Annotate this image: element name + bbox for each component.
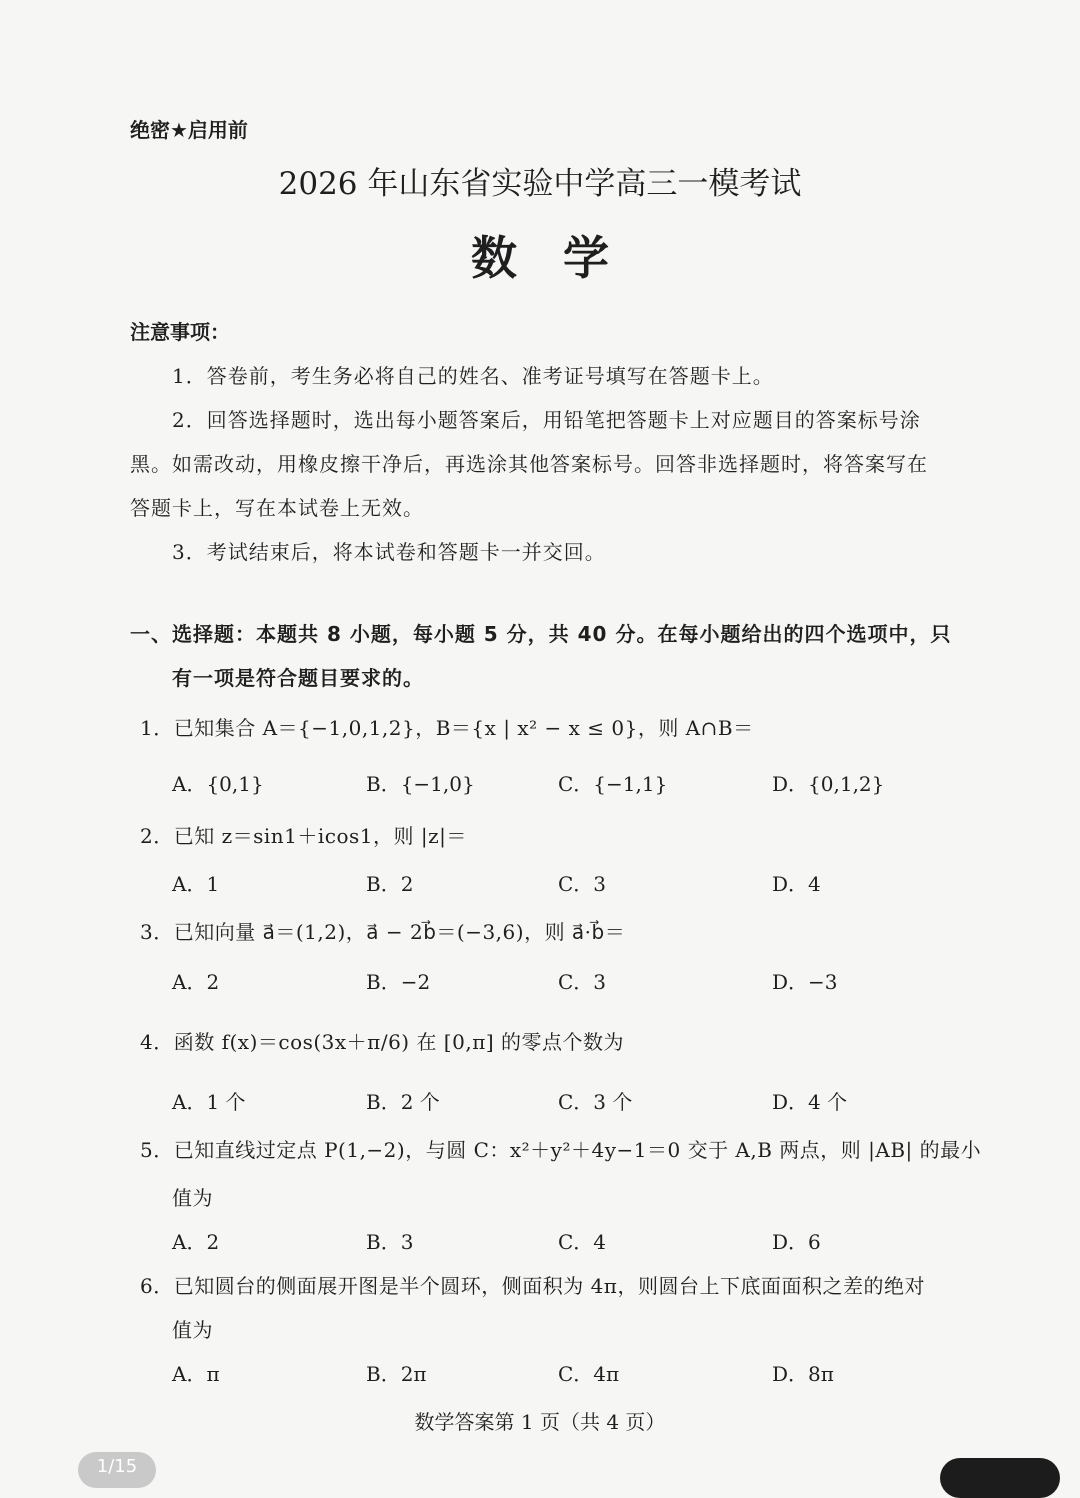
section-heading: 有一项是符合题目要求的。 <box>172 666 424 690</box>
question-stem: 3．已知向量 a⃗＝(1,2)，a⃗ − 2b⃗＝(−3,6)，则 a⃗·b⃗＝ <box>140 920 626 944</box>
option-d: D．6 <box>772 1230 821 1254</box>
notice-item: 1．答卷前，考生务必将自己的姓名、准考证号填写在答题卡上。 <box>172 364 774 388</box>
notice-title: 注意事项： <box>130 320 230 344</box>
option-b: B．−2 <box>366 970 431 994</box>
option-c: C．3 <box>558 970 607 994</box>
question-stem: 5．已知直线过定点 P(1,−2)，与圆 C：x²＋y²＋4y−1＝0 交于 A,B 两点，则 |AB| 的最小 <box>140 1138 982 1162</box>
option-a: A．1 个 <box>172 1090 246 1114</box>
floating-action-button[interactable] <box>940 1458 1060 1498</box>
option-c: C．3 个 <box>558 1090 633 1114</box>
page-footer: 数学答案第 1 页（共 4 页） <box>414 1410 666 1434</box>
option-c: C．4π <box>558 1362 620 1386</box>
page-indicator[interactable]: 1/15 <box>78 1452 156 1488</box>
notice-item: 答题卡上，写在本试卷上无效。 <box>130 496 424 520</box>
question-stem: 2．已知 z＝sin1＋icos1，则 |z|＝ <box>140 824 467 848</box>
question-stem-continued: 值为 <box>172 1318 213 1342</box>
option-d: D．4 <box>772 872 821 896</box>
exam-title: 2026 年山东省实验中学高三一模考试 <box>278 166 802 202</box>
option-d: D．{0,1,2} <box>772 772 885 796</box>
question-stem: 4．函数 f(x)＝cos(3x＋π/6) 在 [0,π] 的零点个数为 <box>140 1030 624 1054</box>
notice-item: 2．回答选择题时，选出每小题答案后，用铅笔把答题卡上对应题目的答案标号涂 <box>172 408 921 432</box>
subject-title: 数学 <box>471 231 655 285</box>
question-stem-continued: 值为 <box>172 1186 213 1210</box>
secret-mark: 绝密★启用前 <box>130 118 248 142</box>
section-heading: 一、选择题：本题共 8 小题，每小题 5 分，共 40 分。在每小题给出的四个选项中，只 <box>130 622 952 646</box>
option-c: C．{−1,1} <box>558 772 668 796</box>
option-a: A．{0,1} <box>172 772 264 796</box>
option-d: D．4 个 <box>772 1090 848 1114</box>
option-b: B．{−1,0} <box>366 772 475 796</box>
option-c: C．3 <box>558 872 607 896</box>
notice-item: 黑。如需改动，用橡皮擦干净后，再选涂其他答案标号。回答非选择题时，将答案写在 <box>130 452 928 476</box>
question-stem: 6．已知圆台的侧面展开图是半个圆环，侧面积为 4π，则圆台上下底面面积之差的绝对 <box>140 1274 925 1298</box>
option-b: B．3 <box>366 1230 414 1254</box>
notice-item: 3．考试结束后，将本试卷和答题卡一并交回。 <box>172 540 606 564</box>
option-a: A．2 <box>172 1230 220 1254</box>
option-a: A．2 <box>172 970 220 994</box>
option-d: D．8π <box>772 1362 834 1386</box>
option-c: C．4 <box>558 1230 607 1254</box>
option-a: A．π <box>172 1362 220 1386</box>
option-b: B．2 个 <box>366 1090 440 1114</box>
option-d: D．−3 <box>772 970 838 994</box>
option-a: A．1 <box>172 872 220 896</box>
question-stem: 1．已知集合 A＝{−1,0,1,2}，B＝{x | x² − x ≤ 0}，则 A∩B＝ <box>140 716 754 740</box>
option-b: B．2 <box>366 872 414 896</box>
option-b: B．2π <box>366 1362 427 1386</box>
